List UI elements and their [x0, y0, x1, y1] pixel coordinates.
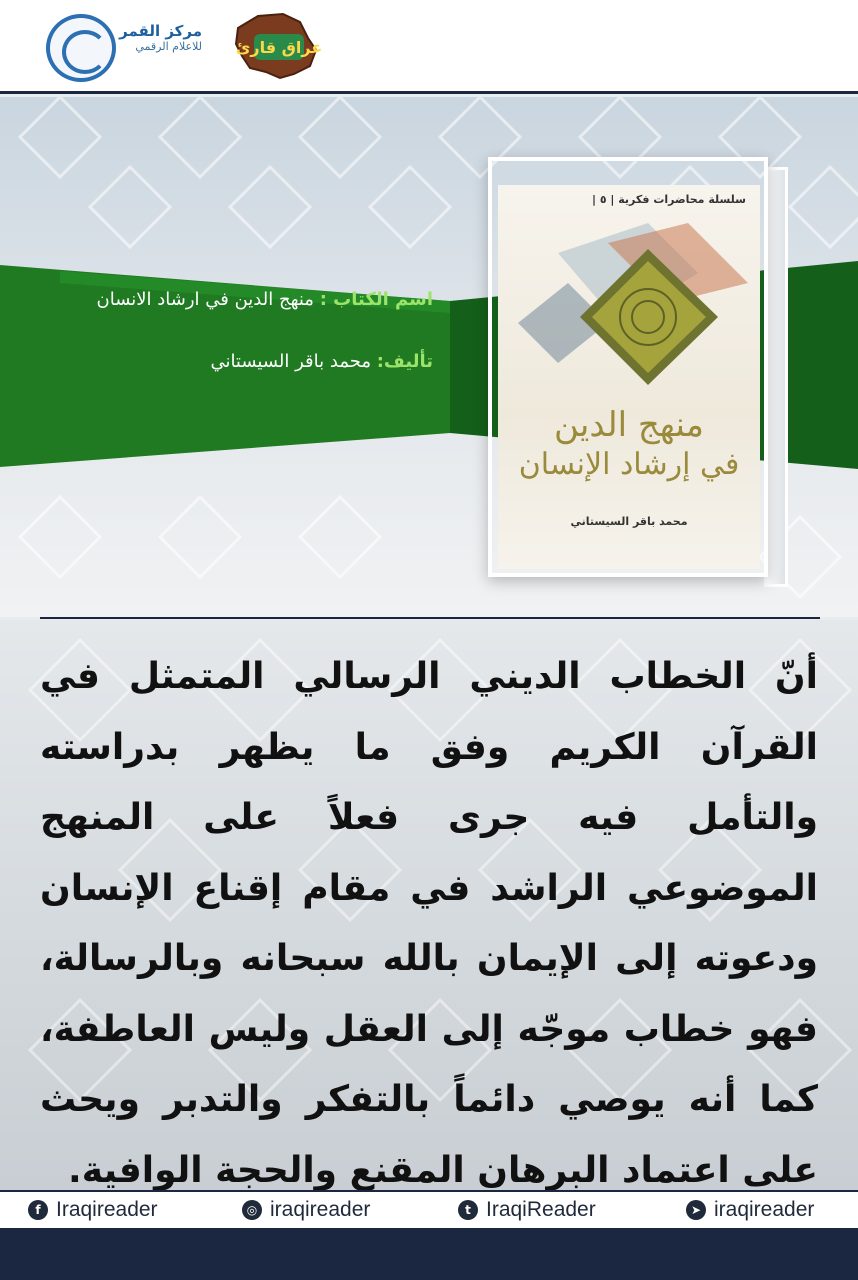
section-divider: [40, 617, 820, 619]
social-instagram[interactable]: [242, 1196, 370, 1224]
quote-paragraph: أنّ الخطاب الديني الرسالي المتمثل في القرآن الكريم وفق ما يظهر بدراسته والتأمل فيه جرى فعلاً على المنهج الموضوعي الراشد في مقام إقناع الإنسان ودعوته إلى الإيمان بالله سبحانه وبالرسالة، فهو خطاب موجّه إلى العقل وليس العاطفة، كما أنه يوصي دائماً بالتفكر والتدبر ويحث على اعتماد البرهان المقنع والحجة الوافية.: [40, 656, 818, 1190]
social-telegram[interactable]: [686, 1196, 814, 1224]
twitter-icon: t: [458, 1200, 478, 1220]
telegram-handle: iraqireader: [714, 1198, 815, 1221]
facebook-handle: Iraqireader: [56, 1198, 158, 1221]
footer-social-bar: [0, 1192, 858, 1228]
book-title-label: اسم الكتاب :: [319, 289, 433, 310]
iraqi-reader-logo-icon: [228, 8, 326, 84]
book-author-value: محمد باقر السيستاني: [210, 351, 371, 372]
instagram-icon: ◎: [242, 1200, 262, 1220]
ornament-icon: [498, 213, 760, 413]
social-facebook[interactable]: [28, 1196, 158, 1224]
header: [0, 0, 858, 94]
reader-logo-text: عراق قارئ: [235, 38, 323, 57]
book-author-line: [210, 351, 433, 372]
facebook-icon: f: [28, 1200, 48, 1220]
cover-title-line2: في إرشاد الإنسان: [518, 447, 740, 482]
cover-title-line1: منهج الدين: [554, 405, 704, 445]
cover-author: محمد باقر السيستاني: [570, 515, 688, 528]
center-name: مركز القمر: [119, 22, 202, 40]
qamar-logo-icon: [46, 14, 116, 82]
bottom-bar: [0, 1228, 858, 1280]
twitter-handle: IraqiReader: [486, 1198, 596, 1221]
hero-section: [0, 97, 858, 617]
center-subtitle: للاعلام الرقمي: [135, 40, 202, 53]
book-author-label: تأليف:: [376, 351, 433, 372]
book-cover: [498, 185, 760, 569]
main-text-section: [0, 620, 858, 1190]
cover-series: سلسلة محاضرات فكرية | ٥ |: [592, 193, 746, 206]
social-twitter[interactable]: [458, 1196, 596, 1224]
book-image: [488, 157, 800, 587]
telegram-icon: ➤: [686, 1200, 706, 1220]
instagram-handle: iraqireader: [270, 1198, 371, 1221]
book-title-line: [97, 289, 434, 310]
qamar-center-text: [118, 22, 202, 54]
book-title-value: منهج الدين في ارشاد الانسان: [96, 289, 314, 310]
